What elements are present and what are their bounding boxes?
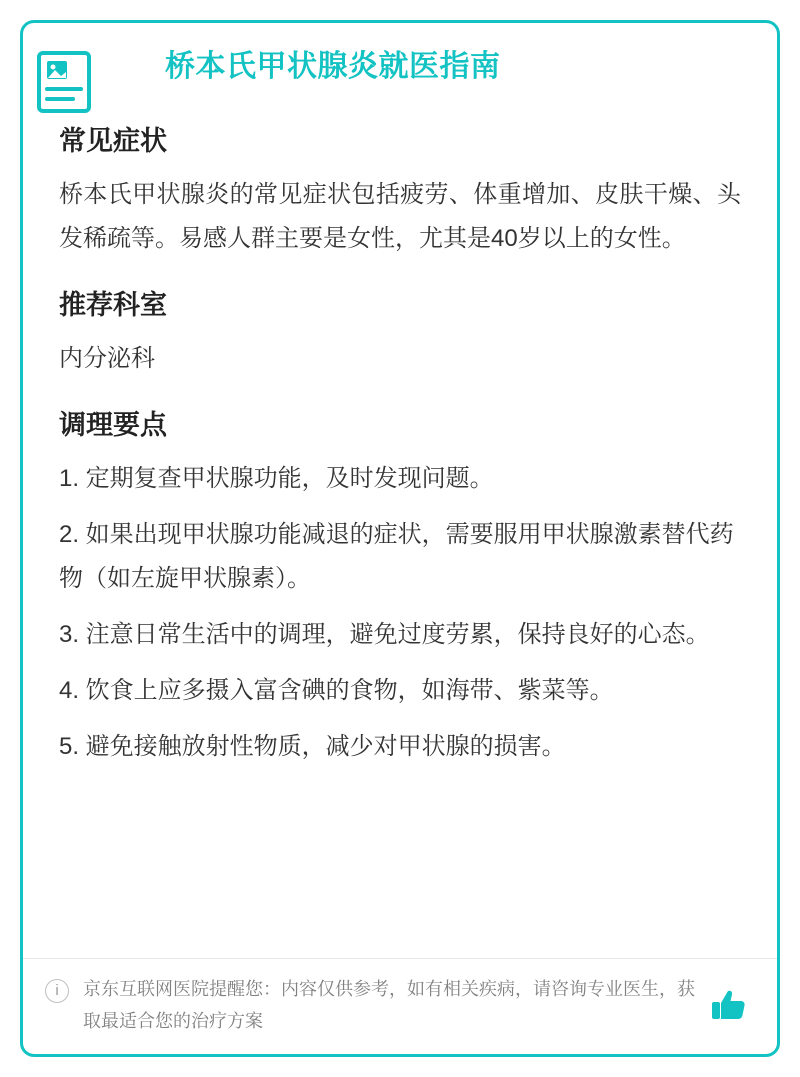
care-tips-list [59,457,741,769]
list-item: 3. 注意日常生活中的调理，避免过度劳累，保持良好的心态。 [59,621,710,648]
section-heading-department: 推荐科室 [59,290,167,320]
card-header [23,23,777,97]
page-title: 桥本氏甲状腺炎就医指南 [165,50,501,83]
thumbs-up-icon[interactable] [707,983,751,1027]
section-heading-care-tips: 调理要点 [59,410,167,440]
section-text-department: 内分泌科 [59,345,155,372]
list-item: 4. 饮食上应多摄入富含碘的食物，如海带、紫菜等。 [59,677,614,704]
list-item: 5. 避免接触放射性物质，减少对甲状腺的损害。 [59,733,566,760]
document-image-icon [33,45,107,119]
section-text-symptoms: 桥本氏甲状腺炎的常见症状包括疲劳、体重增加、皮肤干燥、头发稀疏等。易感人群主要是女性，尤其是40岁以上的女性。 [59,181,741,252]
guide-card [20,20,780,1057]
list-item: 2. 如果出现甲状腺功能减退的症状，需要服用甲状腺激素替代药物（如左旋甲状腺素）。 [59,521,734,592]
card-content [23,97,777,769]
disclaimer-text: 京东互联网医院提醒您：内容仅供参考，如有相关疾病，请咨询专业医生，获取最适合您的治疗方案 [83,979,695,1031]
section-heading-symptoms: 常见症状 [59,126,167,156]
disclaimer-footer [23,958,777,1054]
list-item: 1. 定期复查甲状腺功能，及时发现问题。 [59,465,494,492]
info-circle-icon: i [45,979,69,1003]
